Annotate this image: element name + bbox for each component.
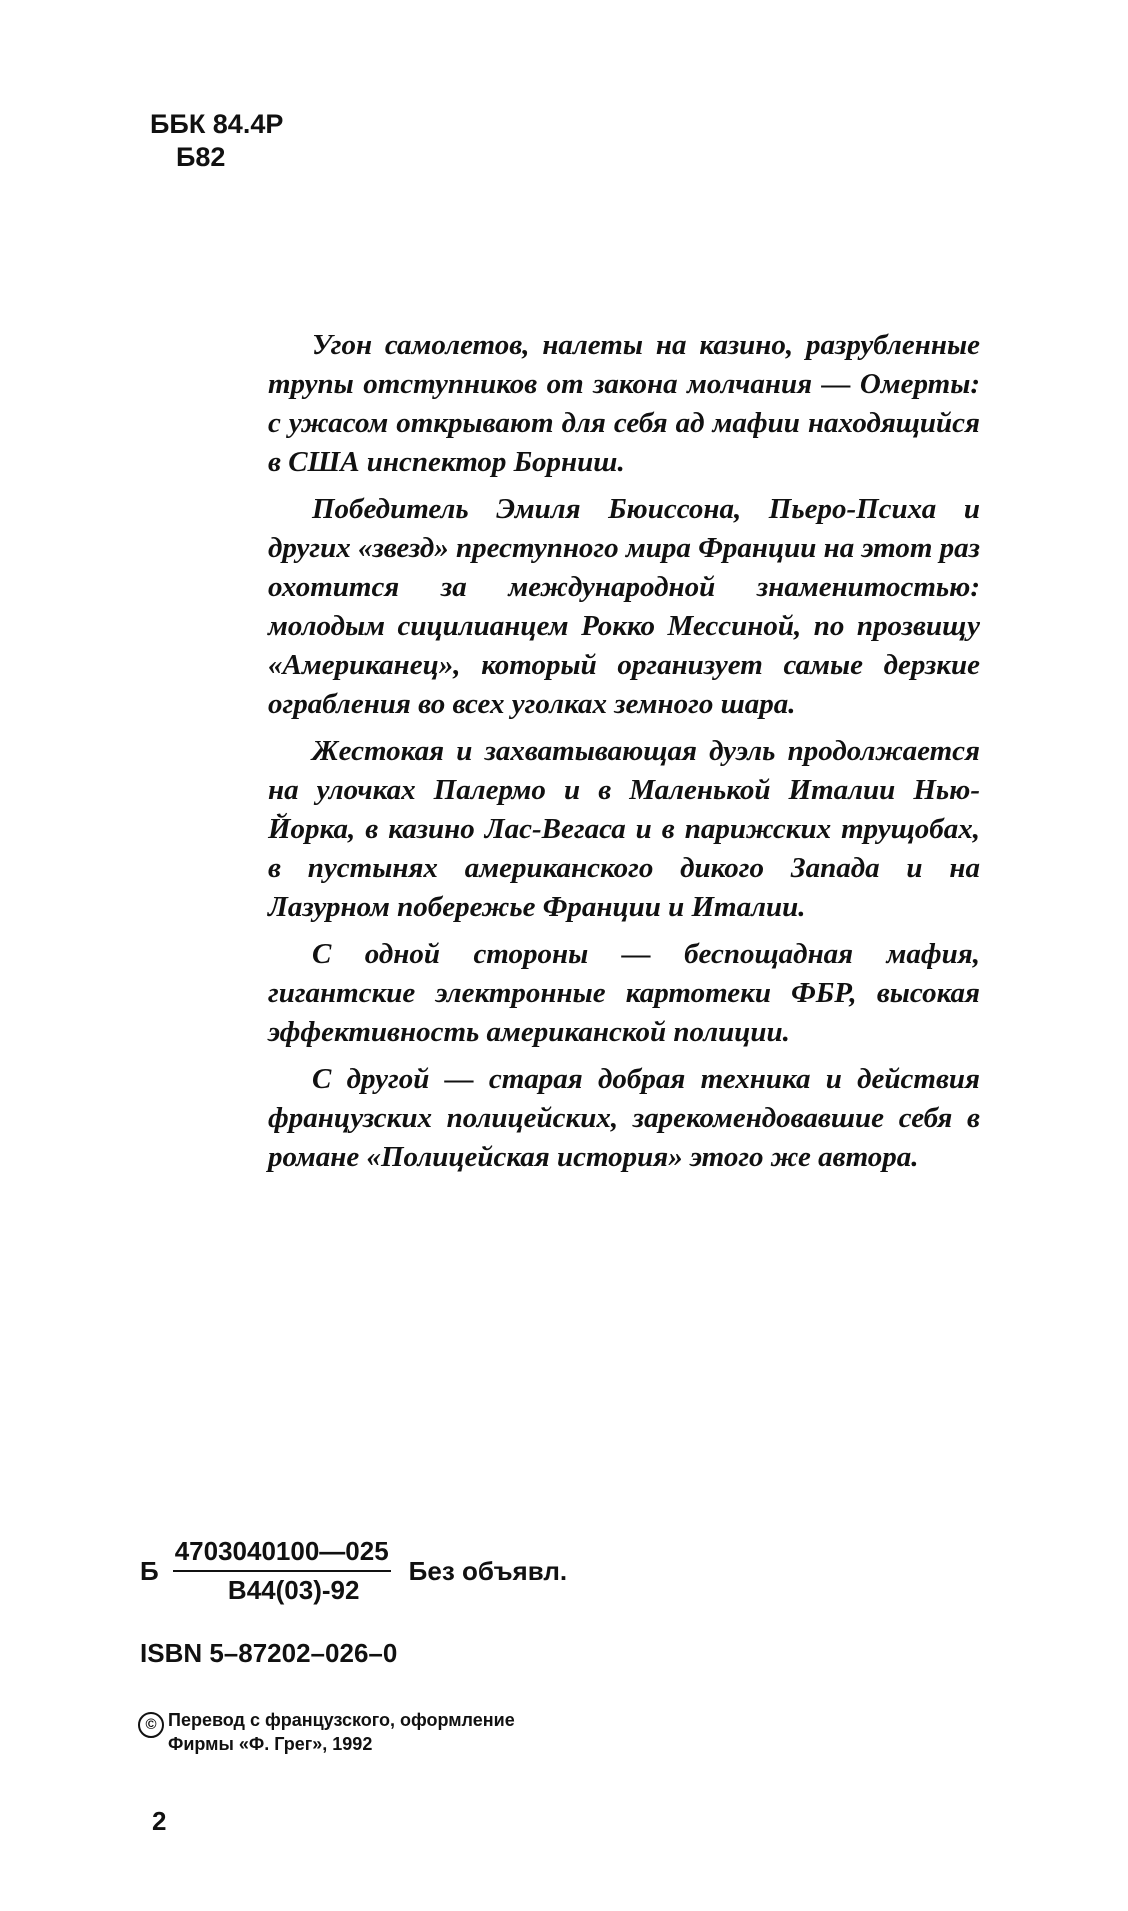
index-fraction [173, 1536, 391, 1606]
isbn: ISBN 5–87202–026–0 [140, 1638, 398, 1668]
copyright-text [168, 1708, 515, 1756]
copyright-notice [138, 1708, 515, 1756]
copyright-line: Перевод с французского, оформление [168, 1710, 515, 1730]
bbk-classification [150, 108, 283, 174]
index-numerator: 4703040100—025 [173, 1536, 391, 1572]
index-denominator: В44(03)-92 [227, 1575, 360, 1605]
book-annotation [268, 326, 980, 1185]
index-letter: Б [140, 1555, 159, 1586]
page-number: 2 [152, 1806, 167, 1836]
author-mark: Б82 [176, 142, 226, 172]
annotation-paragraph: Жестокая и захватывающая дуэль продолжается на улочках Палермо и в Маленькой Италии Нью-Йорка, в казино Лас-Вегаса и в парижских трущобах, в пустынях американского дикого Запада и на Лазурном побережье Франции и Италии. [268, 735, 980, 923]
annotation-paragraph: Угон самолетов, налеты на казино, разрубленные трупы отступников от закона молчания — Омерты: с ужасом открывают для себя ад мафии находящийся в США инспектор Борниш. [268, 329, 980, 478]
publishing-index [140, 1536, 567, 1606]
bbk-code: ББК 84.4Р [150, 109, 284, 139]
annotation-paragraph: С одной стороны — беспощадная мафия, гигантские электронные картотеки ФБР, высокая эффективность американской полиции. [268, 938, 980, 1048]
copyright-line: Фирмы «Ф. Грег», 1992 [168, 1734, 373, 1754]
annotation-paragraph: С другой — старая добрая техника и действия французских полицейских, зарекомендовавшие себя в романе «Полицейская история» этого же автора. [268, 1063, 980, 1173]
copyright-icon: © [138, 1712, 164, 1738]
annotation-paragraph: Победитель Эмиля Бюиссона, Пьеро-Психа и других «звезд» преступного мира Франции на этот раз охотится за международной знаменитостью: молодым сицилианцем Рокко Мессиной, по прозвищу «Американец», который организует самые дерзкие ограбления во всех уголках земного шара. [268, 493, 980, 720]
announcement-note: Без объявл. [408, 1555, 568, 1586]
